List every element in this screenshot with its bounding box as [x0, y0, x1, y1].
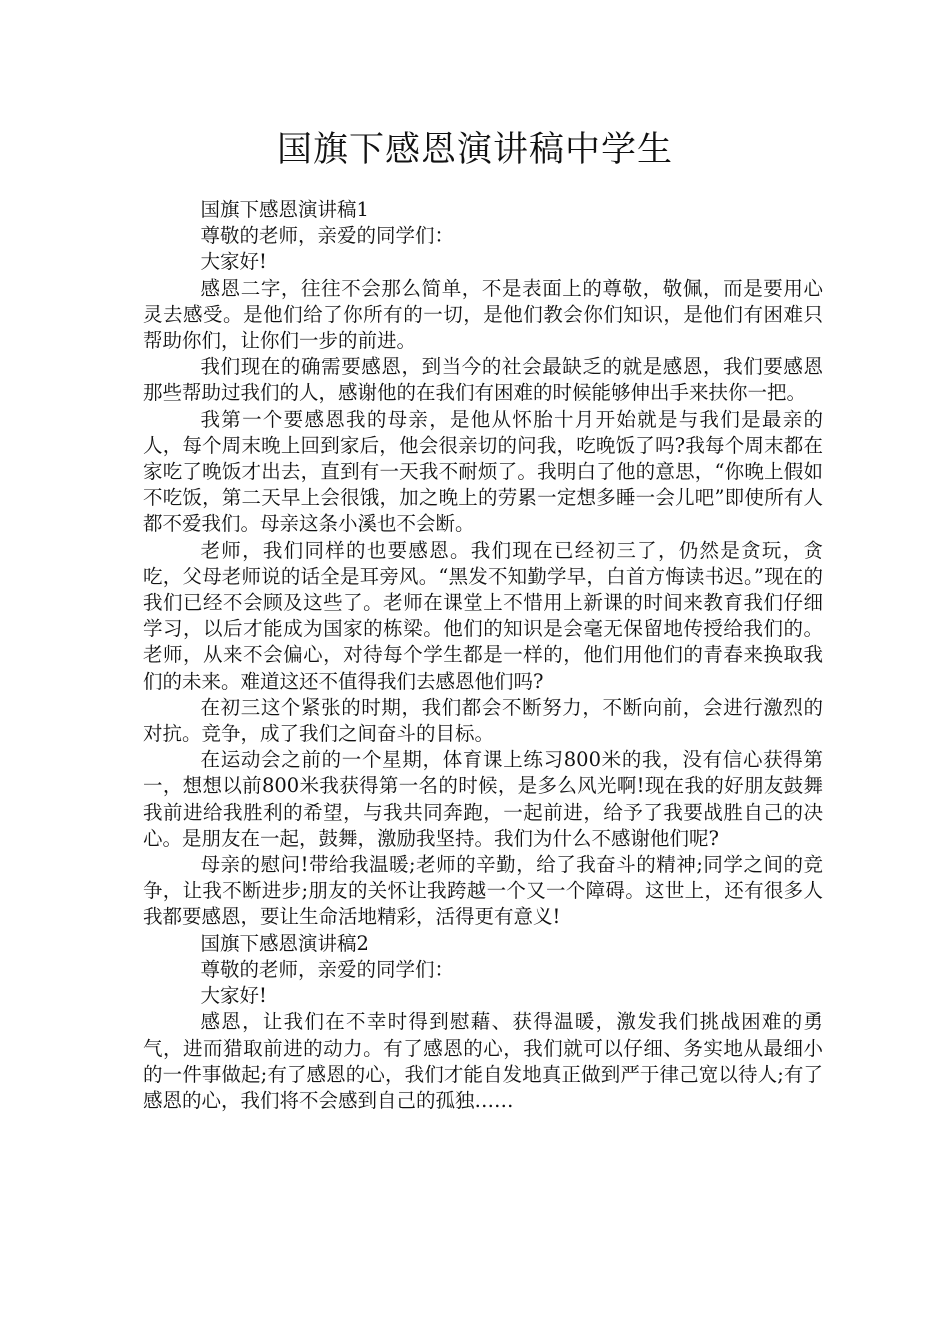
document-body	[143, 197, 823, 1114]
greeting: 大家好!	[200, 984, 267, 1008]
greeting: 大家好!	[200, 250, 267, 274]
section-heading-2: 国旗下感恩演讲稿2	[200, 931, 369, 955]
paragraph: 我第一个要感恩我的母亲，是他从怀胎十月开始就是与我们是最亲的人，每个周末晚上回到家后，他会很亲切的问我，吃晚饭了吗?我每个周末都在家吃了晚饭才出去，直到有一天我不耐烦了。我明白了他的意思，“你晚上假如不吃饭，第二天早上会很饿，加之晚上的劳累一定想多睡一会儿吧”即使所有人都不爱我们。母亲这条小溪也不会断。	[143, 407, 823, 536]
paragraph: 感恩二字，往往不会那么简单，不是表面上的尊敬，敬佩，而是要用心灵去感受。是他们给了你所有的一切，是他们教会你们知识，是他们有困难只帮助你们，让你们一步的前进。	[143, 276, 823, 353]
paragraph: 母亲的慰问!带给我温暖;老师的辛勤，给了我奋斗的精神;同学之间的竞争，让我不断进步;朋友的关怀让我跨越一个又一个障碍。这世上，还有很多人我都要感恩，要让生命活地精彩，活得更有意义!	[143, 853, 823, 929]
paragraph: 老师，我们同样的也要感恩。我们现在已经初三了，仍然是贪玩，贪吃，父母老师说的话全是耳旁风。“黑发不知勤学早，白首方悔读书迟。”现在的我们已经不会顾及这些了。老师在课堂上不惜用上新课的时间来教育我们仔细学习，以后才能成为国家的栋梁。他们的知识是会毫无保留地传授给我们的。老师，从来不会偏心，对待每个学生都是一样的，他们用他们的青春来换取我们的未来。难道这还不值得我们去感恩他们吗?	[143, 538, 823, 693]
salutation: 尊敬的老师，亲爱的同学们：	[200, 957, 455, 981]
salutation: 尊敬的老师，亲爱的同学们：	[200, 224, 455, 248]
paragraph: 我们现在的确需要感恩，到当今的社会最缺乏的就是感恩，我们要感恩那些帮助过我们的人，感谢他的在我们有困难的时候能够伸出手来扶你一把。	[143, 355, 823, 405]
paragraph: 在初三这个紧张的时期，我们都会不断努力，不断向前，会进行激烈的对抗。竞争，成了我们之间奋斗的目标。	[143, 695, 823, 746]
section-heading-1: 国旗下感恩演讲稿1	[200, 198, 369, 221]
paragraph: 感恩，让我们在不幸时得到慰藉、获得温暖，激发我们挑战困难的勇气，进而猎取前进的动力。有了感恩的心，我们就可以仔细、务实地从最细小的一件事做起;有了感恩的心，我们才能自发地真正做到严于律己宽以待人;有了感恩的心，我们将不会感到自己的孤独……	[143, 1010, 823, 1112]
document-title: 国旗下感恩演讲稿中学生	[276, 130, 673, 170]
paragraph: 在运动会之前的一个星期，体育课上练习800米的我，没有信心获得第一，想想以前800米我获得第一名的时候，是多么风光啊!现在我的好朋友鼓舞我前进给我胜利的希望，与我共同奔跑，一起前进，给予了我要战胜自己的决心。是朋友在一起，鼓舞，激励我坚持。我们为什么不感谢他们呢?	[143, 748, 823, 850]
